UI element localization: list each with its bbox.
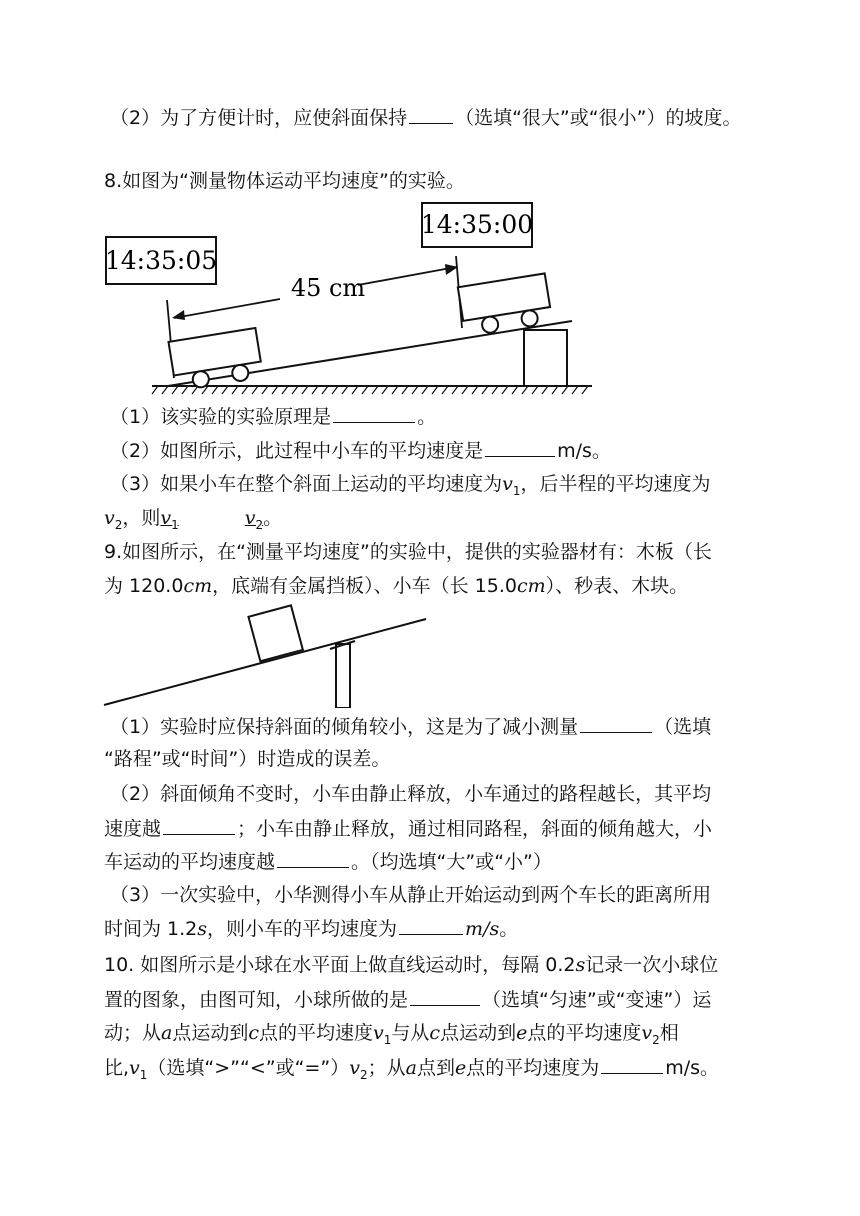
- v2-symbol: v: [104, 507, 115, 529]
- v1-subscript: 1: [383, 1032, 392, 1047]
- q10-text2: 记录一次小球位: [585, 954, 719, 976]
- q10-t: ；从: [367, 1057, 406, 1079]
- v1-symbol: v: [502, 473, 513, 495]
- point-e: e: [516, 1022, 528, 1044]
- q9-intro-a: 为 120.0: [104, 575, 184, 597]
- q10-t: 点到: [416, 1057, 455, 1079]
- q9-intro-c: ）、秒表、木块。: [545, 575, 689, 597]
- answer-blank[interactable]: [399, 914, 463, 935]
- v1-symbol: v: [373, 1022, 384, 1044]
- answer-blank[interactable]: [333, 402, 415, 423]
- q9-part2-text2: ；小车由静止释放，通过相同路程，斜面的倾角越大，小: [237, 818, 713, 840]
- q10-t: 比,: [104, 1057, 130, 1079]
- v2-subscript: 2: [255, 517, 264, 532]
- q9-part2-text3: 车运动的平均速度越: [104, 851, 276, 873]
- answer-blank[interactable]: [181, 504, 243, 524]
- answer-blank[interactable]: [601, 1053, 663, 1074]
- end-time-label: 14:35:05: [104, 246, 218, 275]
- point-c: c: [429, 1022, 441, 1044]
- q9-intro-line1: 9.如图所示，在“测量平均速度”的实验中，提供的实验器材有：木板（长: [104, 541, 712, 563]
- incline-block-figure: [100, 602, 430, 708]
- answer-blank[interactable]: [485, 436, 555, 457]
- unit-cm: cm: [516, 575, 546, 597]
- v1-subscript: 1: [171, 517, 179, 532]
- q10-t: 点运动到: [440, 1022, 517, 1044]
- q8-part1: [110, 402, 436, 431]
- start-time-label: 14:35:00: [420, 210, 534, 239]
- q8-part2: [110, 436, 611, 465]
- v1-subscript: 1: [139, 1067, 148, 1082]
- support-post: [336, 644, 350, 708]
- q10-t: 与从: [391, 1022, 430, 1044]
- unit-cm: cm: [183, 575, 213, 597]
- answer-blank[interactable]: [163, 814, 235, 835]
- q10-text: 10. 如图所示是小球在水平面上做直线运动时，每隔 0.2: [104, 954, 576, 976]
- q9-part2-end: 。（均选填“大”或“小”）: [351, 851, 552, 873]
- q7-part2: [110, 103, 741, 132]
- q10-t: 相: [659, 1022, 679, 1044]
- answer-blank[interactable]: [580, 712, 652, 733]
- q8-part2-unit: m/s。: [557, 440, 611, 462]
- q10-t: 动；从: [104, 1022, 162, 1044]
- point-c: c: [248, 1022, 260, 1044]
- q8-part3-line2: [104, 504, 282, 539]
- q9-part2-line2: [104, 814, 712, 843]
- v2-symbol: v: [244, 507, 256, 529]
- v2-symbol: v: [349, 1057, 360, 1079]
- v1-symbol: v: [129, 1057, 140, 1079]
- q9-intro-b: ，底端有金属挡板）、小车（长 15.0: [212, 575, 517, 597]
- q9-part3-line2: [104, 914, 518, 943]
- block-on-incline: [248, 605, 302, 661]
- q7-part2-text: （2）为了方便计时，应使斜面保持: [110, 107, 408, 129]
- q7-part2-options: （选填“很大”或“很小”）的坡度。: [455, 107, 742, 129]
- q10-t: 点的平均速度为: [466, 1057, 600, 1079]
- q9-part2-text: 速度越: [104, 818, 162, 840]
- q10-line3: [104, 1019, 679, 1054]
- q8-part3-text2: ，后半程的平均速度为: [520, 473, 711, 495]
- q8-part2-text: （2）如图所示，此过程中小车的平均速度是: [110, 440, 484, 462]
- answer-blank[interactable]: [409, 103, 453, 124]
- q8-part3-line1: [110, 470, 710, 505]
- q10-line1: [104, 951, 718, 979]
- q9-part1-option: （选填: [654, 716, 712, 738]
- q10-text3: 置的图象，由图可知，小球所做的是: [104, 989, 409, 1011]
- q10-t: 点的平均速度: [527, 1022, 642, 1044]
- q8-part1-text: （1）该实验的实验原理是: [110, 406, 332, 428]
- q10-t: 点的平均速度: [259, 1022, 374, 1044]
- support-block: [524, 330, 567, 386]
- q9-intro-line2: [104, 572, 688, 600]
- q10-t: 点运动到: [172, 1022, 249, 1044]
- q10-options: （选填“>”“<”或“=”）: [147, 1057, 350, 1079]
- unit-s: s: [197, 918, 208, 940]
- q10-options: （选填“匀速”或“变速”）运: [482, 989, 712, 1011]
- cart-lower: [168, 328, 263, 391]
- unit-mps: m/s。: [665, 1057, 720, 1079]
- incline-cart-figure: [100, 200, 600, 395]
- v2-symbol: v: [641, 1022, 653, 1044]
- q9-part3-line1: （3）一次实验中，小华测得小车从静止开始运动到两个车长的距离所用: [110, 884, 712, 906]
- unit-mps: m/s: [465, 918, 500, 940]
- q10-line2: [104, 985, 711, 1014]
- q9-part3-text2: ，则小车的平均速度为: [207, 918, 398, 940]
- q9-part1-line2: “路程”或“时间”）时造成的误差。: [104, 748, 391, 770]
- then-text: ，则: [122, 507, 161, 529]
- q9-part1-text: （1）实验时应保持斜面的倾角较小，这是为了减小测量: [110, 716, 579, 738]
- compare-expression[interactable]: [160, 507, 264, 532]
- v1-symbol: v: [160, 507, 172, 529]
- v2-subscript: 2: [652, 1032, 660, 1047]
- point-a: a: [161, 1022, 173, 1044]
- q9-part3-text: 时间为 1.2: [104, 918, 198, 940]
- ground-hatching: [152, 386, 588, 394]
- q8-part3-end: 。: [263, 507, 283, 529]
- v2-subscript: 2: [359, 1067, 368, 1082]
- q9-part2-line3: [104, 847, 552, 876]
- v2-subscript: 2: [114, 517, 123, 532]
- q8-part1-end: 。: [417, 406, 437, 428]
- point-e: e: [454, 1057, 467, 1079]
- distance-label: 45 cm: [290, 274, 366, 302]
- point-a: a: [405, 1057, 417, 1079]
- answer-blank[interactable]: [410, 985, 480, 1006]
- v1-subscript: 1: [512, 483, 521, 498]
- answer-blank[interactable]: [277, 847, 349, 868]
- q9-part1-line1: [110, 712, 711, 741]
- q9-part2-line1: （2）斜面倾角不变时，小车由静止释放，小车通过的路程越长，其平均: [110, 783, 712, 805]
- q8-part3-text: （3）如果小车在整个斜面上运动的平均速度为: [110, 473, 503, 495]
- q10-line4: [104, 1053, 719, 1089]
- q8-title: 8.如图为“测量物体运动平均速度”的实验。: [104, 170, 465, 192]
- q9-part3-end: 。: [499, 918, 519, 940]
- unit-s: s: [575, 954, 586, 976]
